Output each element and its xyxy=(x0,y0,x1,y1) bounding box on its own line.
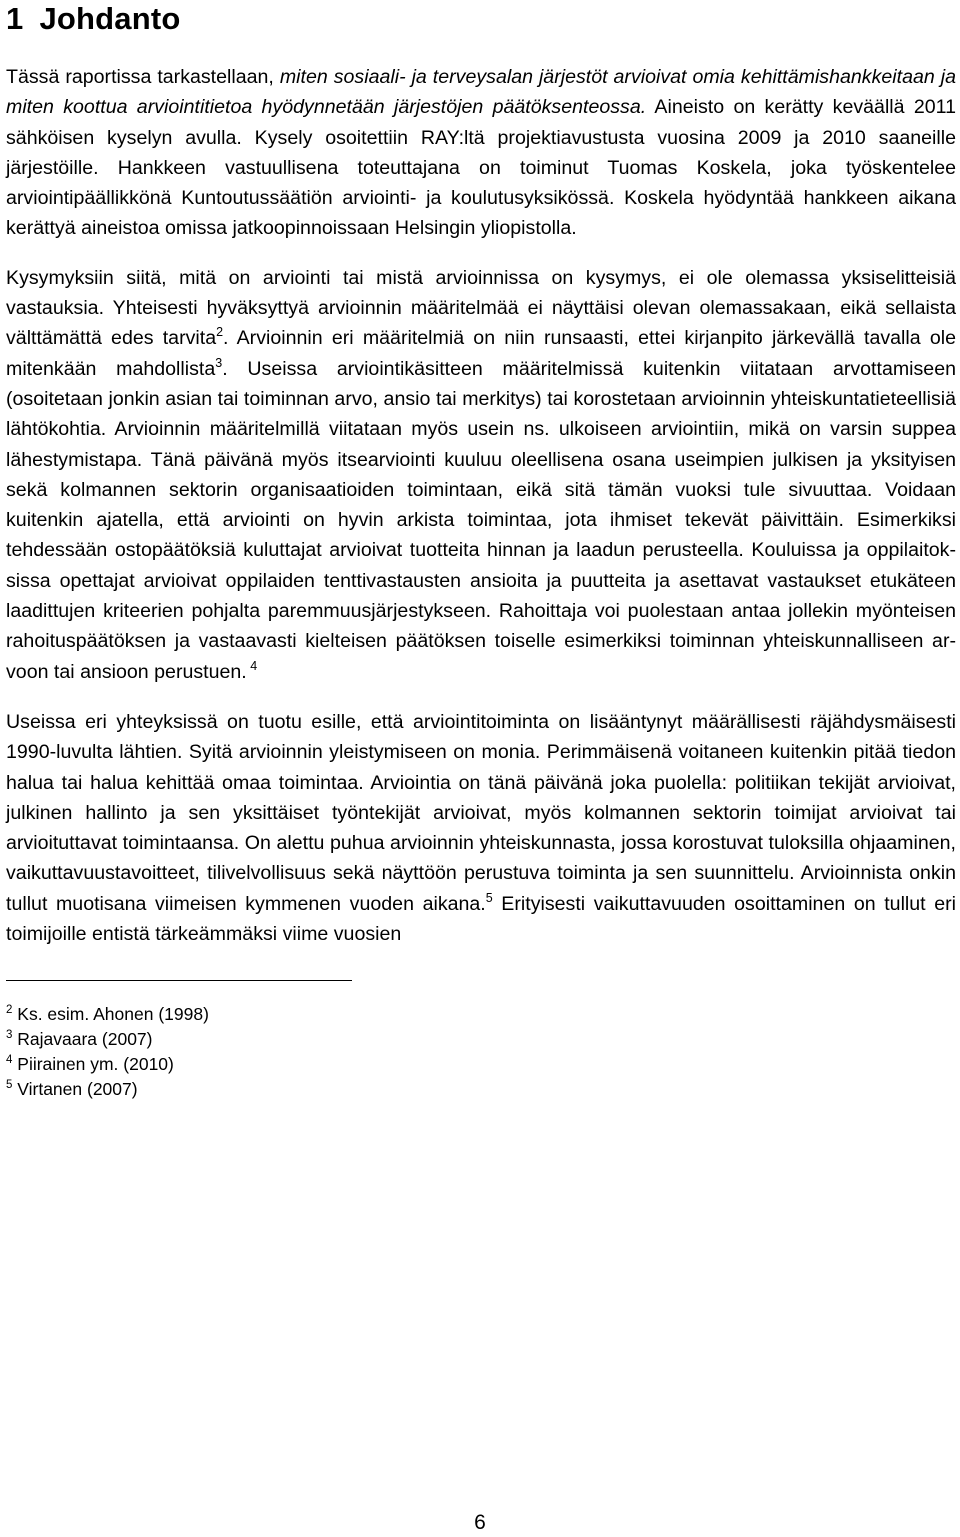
footnotes xyxy=(6,1002,956,1101)
paragraph-2 xyxy=(6,263,956,687)
section-heading xyxy=(6,0,956,36)
paragraph-1-text-0: Tässä raportissa tarkastellaan, xyxy=(6,66,280,88)
footnote-reference: 2 xyxy=(216,325,224,340)
paragraph-3-text-1: Erityisesti vaikuttavuuden osoittaminen on tullut eri toimijoille entistä tärkeämmäksi viime vuosien xyxy=(6,892,956,946)
footnote-number: 4 xyxy=(6,1053,13,1066)
footnote-number: 5 xyxy=(6,1078,13,1091)
paragraph-2-text-2: . Useissa arviointikäsitteen määritelmissä kuitenkin viitataan arvottamiseen (osoitetaan jonkin asian tai toiminnan arvo, ansio tai merkitys) tai korostetaan arvioinnin yhteiskuntatieteellisiä lähtökohtia. Arvioinnin määritelmillä viitataan myös usein ns. ulkoiseen arviointiin, mikä on varsin suppea lähestymistapa. Tänä päivänä myös itsearviointi kuuluu oleellisena osana useimpien julkisen ja yksityisen sekä kolmannen sektorin organisaatioiden toimintaan, eikä sitä tämän vuoksi tule sivuuttaa. Voidaan kuitenkin ajatella, että arviointi on hyvin arkista toimintaa, jota ihmiset tekevät päivittäin. Esimerkiksi tehdessään ostopäätöksiä kuluttajat arvioivat tuotteita hinnan ja laadun perusteella. Kouluissa ja oppilaitoksissa opettajat arvioivat oppilaiden tenttivastausten ansioita ja puutteita ja asettavat vastaukset etukäteen laadittujen kriteerien pohjalta paremmuusjärjestykseen. Rahoittaja voi puolestaan antaa jollekin myönteisen rahoituspäätöksen ja vastaavasti kielteisen päätöksen toiselle esimerkiksi toiminnan yhteiskunnalliseen arvoon tai ansioon perustuen. xyxy=(6,357,957,683)
paragraph-2-text-0: Kysymyksiin siitä, mitä on arviointi tai mistä arvioinnissa on kysymys, ei ole olemassa yksiselitteisiä vastauksia. Yhteisesti hyväksyttyä arvioinnin määritelmää ei näyttäisi olevan olemassakaan, eikä sellaista välttämättä edes tarvita xyxy=(6,266,956,350)
footnote xyxy=(6,1027,956,1052)
paragraph-1-italic-text: miten sosiaali- ja terveysalan järjestöt arvioivat omia kehittämishankkeitaan ja miten koottua arviointitietoa hyödynnetään järjestöjen päätöksenteossa. xyxy=(6,66,956,119)
paragraph-2-text-1: . Arvioinnin eri määritelmiä on niin runsaasti, ettei kirjanpito järkevällä tavalla ole mitenkään mahdollista xyxy=(6,327,956,380)
footnote-number: 2 xyxy=(6,1004,13,1017)
footnote-text: Ks. esim. Ahonen (1998) xyxy=(12,1004,209,1025)
paragraph-1 xyxy=(6,62,956,244)
paragraph-3 xyxy=(6,707,956,949)
section-title: Johdanto xyxy=(39,1,181,36)
paragraph-1-text-2: Aineisto on kerätty keväällä 2011 sähköisen kyselyn avulla. Kysely osoitettiin RAY:ltä projektiavustusta vuosina 2009 ja 2010 saaneille järjestöille. Hankkeen vastuullisena toteuttajana on toiminut Tuomas Koskela, joka työskentelee arviointipäällikkönä Kuntoutussäätiön arviointi- ja koulutusyksikössä. Koskela hyödyntää hankkeen aikana kerättyä aineistoa omissa jatkoopinnoissaan Helsingin yliopistolla. xyxy=(6,96,956,240)
paragraph-3-text-0: Useissa eri yhteyksissä on tuotu esille, että arviointitoiminta on lisääntynyt määrällisesti räjähdysmäisesti 1990-luvulta lähtien. Syitä arvioinnin yleistymiseen on monia. Perimmäisenä voitaneen kuitenkin pitää tiedon halua tai halua kehittää omaa toimintaa. Arviointia on tänä päivänä joka puolella: politiikan tekijät arvioivat, julkinen hallinto ja sen yksittäiset työntekijät arvioivat, myös kolmannen sektorin toimijat arvioivat tai arvioituttavat toimintaansa. On alettu puhua arvioinnin yhteiskunnasta, jossa korostuvat tuloksilla ohjaaminen, vaikuttavuustavoitteet, tilivelvollisuus sekä näyttöön perustuva toiminta ja sen suunnittelu. Arvioinnista onkin tullut muotisana viimeisen kymmenen vuoden aikana. xyxy=(6,710,956,915)
footnote-text: Virtanen (2007) xyxy=(12,1078,138,1099)
footnote-reference: 4 xyxy=(246,658,258,673)
section-number: 1 xyxy=(6,1,24,36)
footnote-reference: 5 xyxy=(485,890,493,905)
footnote-text: Rajavaara (2007) xyxy=(12,1029,153,1050)
footnote-reference: 3 xyxy=(215,355,223,370)
footnote-number: 3 xyxy=(6,1029,13,1042)
footnote xyxy=(6,1052,956,1077)
document-page xyxy=(6,0,956,1102)
footnote-text: Piirainen ym. (2010) xyxy=(12,1053,174,1074)
page-number: 6 xyxy=(474,1511,486,1534)
footnote-divider xyxy=(6,980,352,981)
footnote xyxy=(6,1077,956,1102)
footnote xyxy=(6,1002,956,1027)
